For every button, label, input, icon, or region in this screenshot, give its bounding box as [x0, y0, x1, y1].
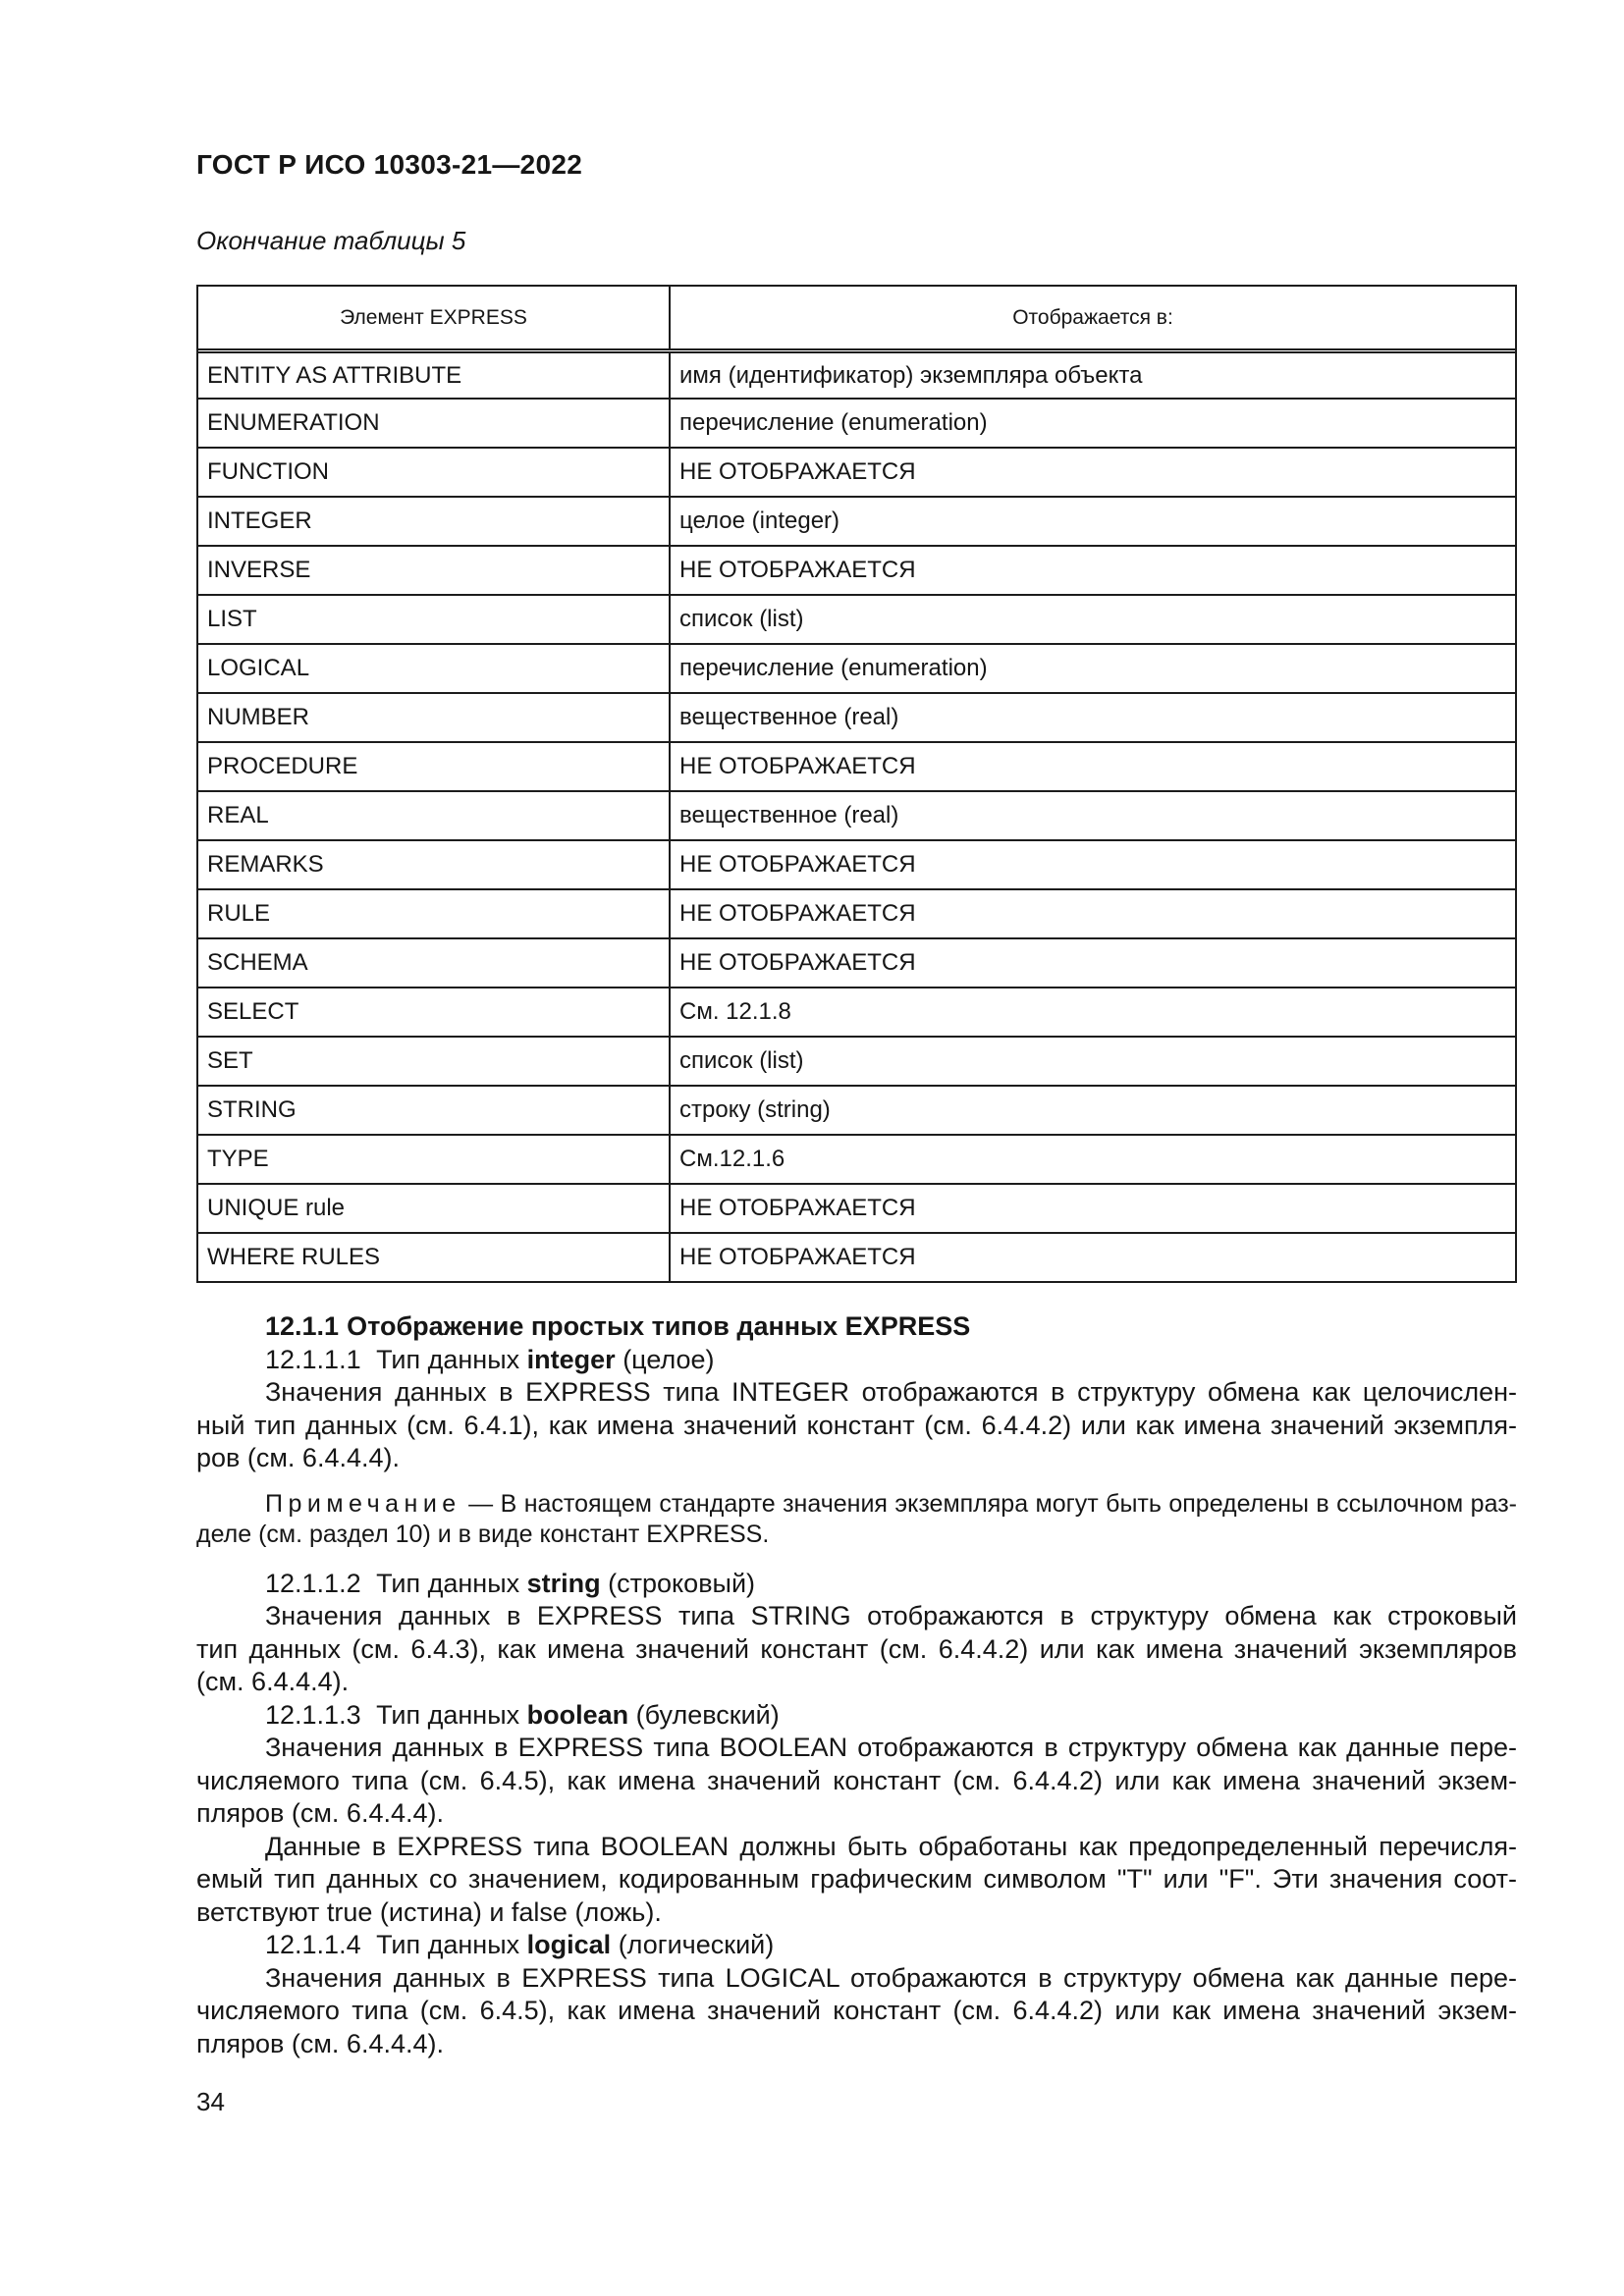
- express-element-cell: FUNCTION: [198, 449, 671, 496]
- table-row: [198, 937, 1515, 987]
- subsection-label: Тип данных: [376, 1699, 520, 1730]
- subsection-suffix: (логический): [618, 1930, 775, 1959]
- express-element-cell: WHERE RULES: [198, 1234, 671, 1281]
- table-row: [198, 398, 1515, 447]
- express-element-cell: SET: [198, 1038, 671, 1085]
- subsection-keyword: string: [526, 1568, 601, 1598]
- mapping-cell: НЕ ОТОБРАЖАЕТСЯ: [679, 949, 916, 976]
- paragraph-line: ров (см. 6.4.4.4).: [196, 1443, 400, 1472]
- table-row: [198, 790, 1515, 839]
- mapping-cell: НЕ ОТОБРАЖАЕТСЯ: [679, 900, 916, 927]
- mapping-cell: перечисление (enumeration): [679, 409, 988, 436]
- subsection-heading-integer: [196, 1344, 1517, 1377]
- paragraph-line: пляров (см. 6.4.4.4).: [196, 1798, 444, 1828]
- table-row: [198, 692, 1515, 741]
- paragraph-line: ветствуют true (истина) и false (ложь).: [196, 1896, 662, 1927]
- express-element-cell: ENUMERATION: [198, 400, 671, 447]
- table-row: [198, 1183, 1515, 1232]
- note-text: — В настоящем стандарте значения экземпляра могут быть определены в ссылочном раз-: [468, 1489, 1517, 1518]
- mapping-cell: См. 12.1.8: [679, 998, 791, 1025]
- table-row: [198, 987, 1515, 1036]
- paragraph-line: числяемого типа (см. 6.4.5), как имена значений констант (см. 6.4.4.2) или как имена значений экзем-: [196, 1765, 1517, 1795]
- mapping-cell: НЕ ОТОБРАЖАЕТСЯ: [679, 1244, 916, 1270]
- table-row: [198, 1232, 1515, 1281]
- express-element-cell: STRING: [198, 1087, 671, 1134]
- subsection-keyword: logical: [526, 1930, 612, 1959]
- section-number: 12.1.1: [265, 1311, 340, 1341]
- table-row: [198, 1085, 1515, 1134]
- column-header-express-element: Элемент EXPRESS: [198, 287, 671, 348]
- subsection-number: 12.1.1.3: [265, 1699, 361, 1730]
- subsection-keyword: boolean: [526, 1699, 629, 1730]
- mapping-cell: НЕ ОТОБРАЖАЕТСЯ: [679, 753, 916, 779]
- subsection-suffix: (целое): [623, 1344, 715, 1374]
- section-heading: [196, 1310, 1517, 1344]
- table-row: [198, 1036, 1515, 1085]
- subsection-suffix: (булевский): [635, 1699, 780, 1730]
- paragraph-line: (см. 6.4.4.4).: [196, 1667, 350, 1696]
- mapping-cell: перечисление (enumeration): [679, 655, 988, 681]
- mapping-cell: имя (идентификатор) экземпляра объекта: [679, 361, 1143, 389]
- subsection-keyword: integer: [526, 1344, 616, 1374]
- table-header-row: [198, 287, 1515, 348]
- subsection-number: 12.1.1.1: [265, 1344, 361, 1374]
- note-line: [196, 1489, 1517, 1521]
- table-row: [198, 348, 1515, 398]
- express-element-cell: RULE: [198, 890, 671, 937]
- express-element-cell: NUMBER: [198, 694, 671, 741]
- express-element-cell: LOGICAL: [198, 645, 671, 692]
- subsection-label: Тип данных: [376, 1930, 520, 1959]
- express-element-cell: TYPE: [198, 1136, 671, 1183]
- mapping-cell: НЕ ОТОБРАЖАЕТСЯ: [679, 458, 916, 485]
- note-line: деле (см. раздел 10) и в виде констант EXPRESS.: [196, 1521, 770, 1548]
- mapping-cell: список (list): [679, 606, 804, 632]
- mapping-cell: целое (integer): [679, 507, 840, 534]
- mapping-cell: вещественное (real): [679, 704, 899, 730]
- paragraph-line: пляров (см. 6.4.4.4).: [196, 2028, 444, 2058]
- mapping-cell: НЕ ОТОБРАЖАЕТСЯ: [679, 851, 916, 878]
- table-row: [198, 447, 1515, 496]
- table-row: [198, 741, 1515, 790]
- express-element-cell: SELECT: [198, 988, 671, 1036]
- note-label: Примечание: [265, 1489, 461, 1518]
- express-element-cell: UNIQUE rule: [198, 1185, 671, 1232]
- table-row: [198, 545, 1515, 594]
- mapping-cell: строку (string): [679, 1096, 831, 1123]
- section-body: [196, 1310, 1517, 2060]
- column-header-maps-to: Отображается в:: [1012, 305, 1173, 329]
- express-element-cell: SCHEMA: [198, 939, 671, 987]
- mapping-cell: См.12.1.6: [679, 1146, 785, 1172]
- table-row: [198, 594, 1515, 643]
- express-element-cell: ENTITY AS ATTRIBUTE: [198, 353, 671, 398]
- subsection-suffix: (строковый): [608, 1568, 756, 1598]
- table-row: [198, 839, 1515, 888]
- subsection-label: Тип данных: [376, 1568, 520, 1598]
- section-title: Отображение простых типов данных EXPRESS: [347, 1311, 971, 1341]
- paragraph-line: ный тип данных (см. 6.4.1), как имена значений констант (см. 6.4.4.2) или как имена значений экземпля-: [196, 1410, 1517, 1440]
- paragraph-line: тип данных (см. 6.4.3), как имена значений констант (см. 6.4.4.2) или как имена значений экземпляров: [196, 1633, 1517, 1664]
- mapping-cell: список (list): [679, 1047, 804, 1074]
- paragraph-line: Значения данных в EXPRESS типа STRING отображаются в структуру обмена как строковый: [265, 1601, 1517, 1630]
- express-element-cell: REMARKS: [198, 841, 671, 888]
- paragraph-line: емый тип данных со значением, кодированным графическим символом "T" или "F". Эти значения соот-: [196, 1864, 1517, 1894]
- paragraph-line: Значения данных в EXPRESS типа LOGICAL отображаются в структуру обмена как данные пере-: [265, 1962, 1517, 1993]
- mapping-cell: НЕ ОТОБРАЖАЕТСЯ: [679, 557, 916, 583]
- express-element-cell: LIST: [198, 596, 671, 643]
- paragraph-line: Значения данных в EXPRESS типа INTEGER отображаются в структуру обмена как целочислен-: [265, 1377, 1517, 1407]
- mapping-cell: НЕ ОТОБРАЖАЕТСЯ: [679, 1195, 916, 1221]
- table-row: [198, 643, 1515, 692]
- subsection-heading-string: [196, 1568, 1517, 1601]
- subsection-number: 12.1.1.2: [265, 1568, 361, 1598]
- table-row: [198, 1134, 1515, 1183]
- express-element-cell: PROCEDURE: [198, 743, 671, 790]
- paragraph-line: Данные в EXPRESS типа BOOLEAN должны быть обработаны как предопределенный перечисля-: [265, 1831, 1517, 1861]
- table-caption: Окончание таблицы 5: [196, 226, 466, 255]
- express-element-cell: REAL: [198, 792, 671, 839]
- paragraph-line: числяемого типа (см. 6.4.5), как имена значений констант (см. 6.4.4.2) или как имена значений экзем-: [196, 1996, 1517, 2025]
- express-element-cell: INTEGER: [198, 498, 671, 545]
- mapping-cell: вещественное (real): [679, 802, 899, 828]
- subsection-heading-logical: [196, 1929, 1517, 1962]
- table-row: [198, 496, 1515, 545]
- subsection-heading-boolean: [196, 1699, 1517, 1733]
- note-block: [196, 1489, 1517, 1551]
- subsection-label: Тип данных: [376, 1344, 520, 1374]
- express-element-cell: INVERSE: [198, 547, 671, 594]
- page-number: 34: [196, 2087, 225, 2116]
- subsection-number: 12.1.1.4: [265, 1930, 361, 1959]
- document-code: ГОСТ Р ИСО 10303-21—2022: [196, 149, 583, 180]
- paragraph-line: Значения данных в EXPRESS типа BOOLEAN отображаются в структуру обмена как данные пере-: [265, 1733, 1517, 1762]
- mapping-table: [196, 285, 1517, 1283]
- table-row: [198, 888, 1515, 937]
